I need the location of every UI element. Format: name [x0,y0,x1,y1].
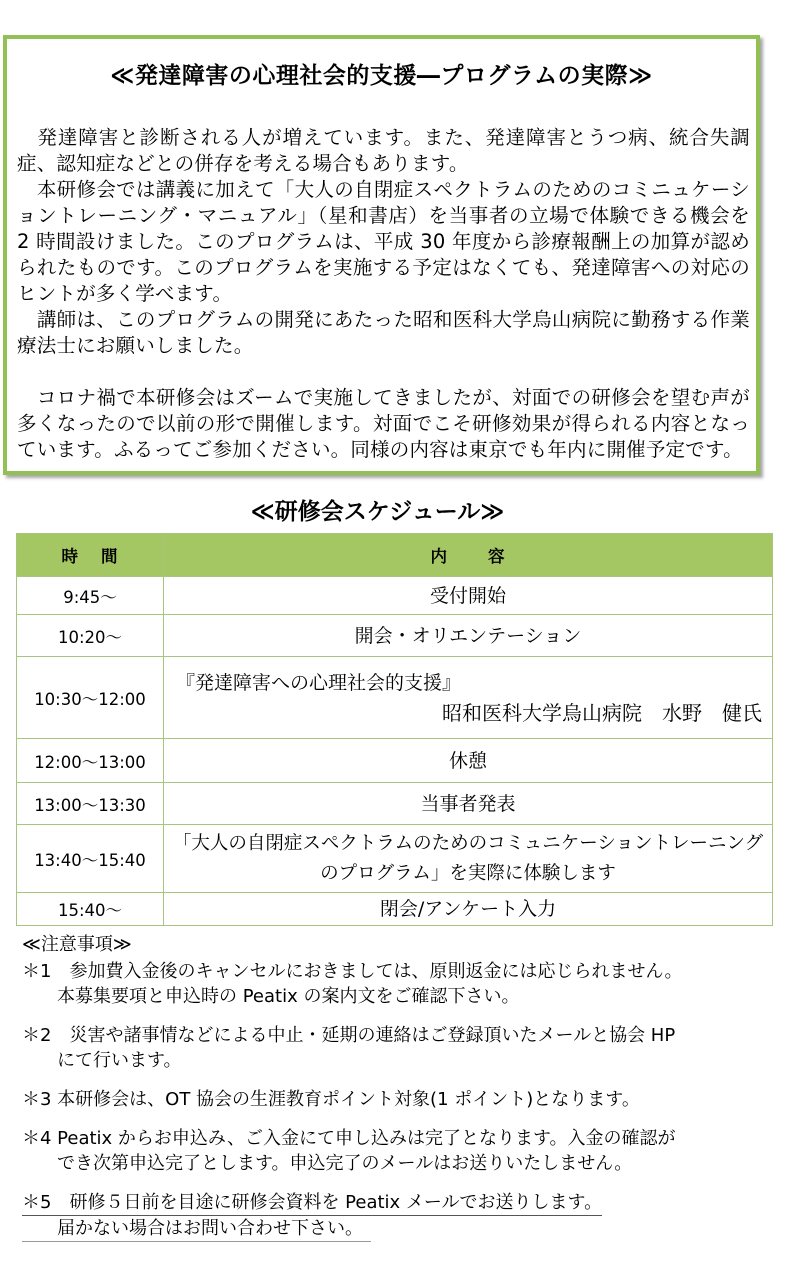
header-time: 時 間 [17,534,164,577]
note-item-4: ＊4 Peatix からお申込み、ご入金にて申し込みは完了となります。入金の確認が でき次第申込完了とします。申込完了のメールはお送りいたしません。 [22,1128,676,1174]
notes-section [22,932,772,1256]
table-row [17,783,773,825]
row-content [164,657,773,739]
row-time: 15:40～ [17,893,164,926]
table-row [17,825,773,893]
note-item-5: ＊5 研修５日前を目途に研修会資料を Peatix メールでお送りします。 届かない場合はお問い合わせ下さい。 [22,1190,772,1242]
intro-paragraph-4: コロナ禍で本研修会はズームで実施してきましたが、対面での研修会を望む声が多くなったので以前の形で開催します。対面でこそ研修効果が得られる内容となっています。ふるってご参加ください。同様の内容は東京でも年内に開催予定です。 [17,386,750,461]
notes-heading: ≪注意事項≫ [22,934,132,955]
program-line-2: のプログラム」を実際に体験します [320,862,616,884]
row-content: 当事者発表 [164,783,773,825]
row-time: 9:45～ [17,577,164,615]
intro-paragraph-2: 本研修会では講義に加えて「大人の自閉症スペクトラムのためのコミニュケーショントレーニング・マニュアル」（星和書店）を当事者の立場で体験できる機会を 2 時間設けました。このプログラムは、平成 30 年度から診療報酬上の加算が認められたものです。このプログラムを実施する予定はなくても、発達障害への対応のヒントが多く学べます。 [17,178,750,305]
table-row [17,577,773,615]
table-row [17,657,773,739]
schedule-header-row [17,534,773,577]
row-content: 休憩 [164,739,773,783]
intro-paragraph-1: 発達障害と診断される人が増えています。また、発達障害とうつ病、統合失調症、認知症などとの併存を考える場合もあります。 [17,126,750,175]
table-row [17,615,773,657]
program-line-1: 「大人の自閉症スペクトラムのためのコミュニケーショントレーニング [172,832,764,854]
intro-paragraph-3: 講師は、このプログラムの開発にあたった昭和医科大学烏山病院に勤務する作業療法士にお願いしました。 [17,308,750,357]
row-content [164,825,773,893]
schedule-title: ≪研修会スケジュール≫ [250,499,505,525]
lecturer: 昭和医科大学烏山病院 水野 健氏 [442,700,762,725]
intro-title: ≪発達障害の心理社会的支援―プログラムの実際≫ [110,63,653,89]
session-title: 『発達障害への心理社会的支援』 [176,671,462,694]
header-content: 内 容 [164,534,773,577]
intro-box [3,35,760,475]
note-item-2: ＊2 災害や諸事情などによる中止・延期の連絡はご登録頂いたメールと協会 HP にて行います。 [22,1025,676,1071]
row-content: 閉会/アンケート入力 [164,893,773,926]
table-row [17,739,773,783]
note-item-3: ＊3 本研修会は、OT 協会の生涯教育ポイント対象(1 ポイント)となります。 [22,1089,640,1110]
schedule-table [16,533,773,926]
row-content: 受付開始 [164,577,773,615]
intro-body [17,125,750,463]
table-row [17,893,773,926]
row-time: 10:20～ [17,615,164,657]
row-time: 13:00～13:30 [17,783,164,825]
row-time: 12:00～13:00 [17,739,164,783]
row-content: 開会・オリエンテーション [164,615,773,657]
row-time: 13:40～15:40 [17,825,164,893]
note-item-1: ＊1 参加費入金後のキャンセルにおきましては、原則返金には応じられません。 本募集要項と申込時の Peatix の案内文をご確認下さい。 [22,961,683,1007]
row-time: 10:30～12:00 [17,657,164,739]
